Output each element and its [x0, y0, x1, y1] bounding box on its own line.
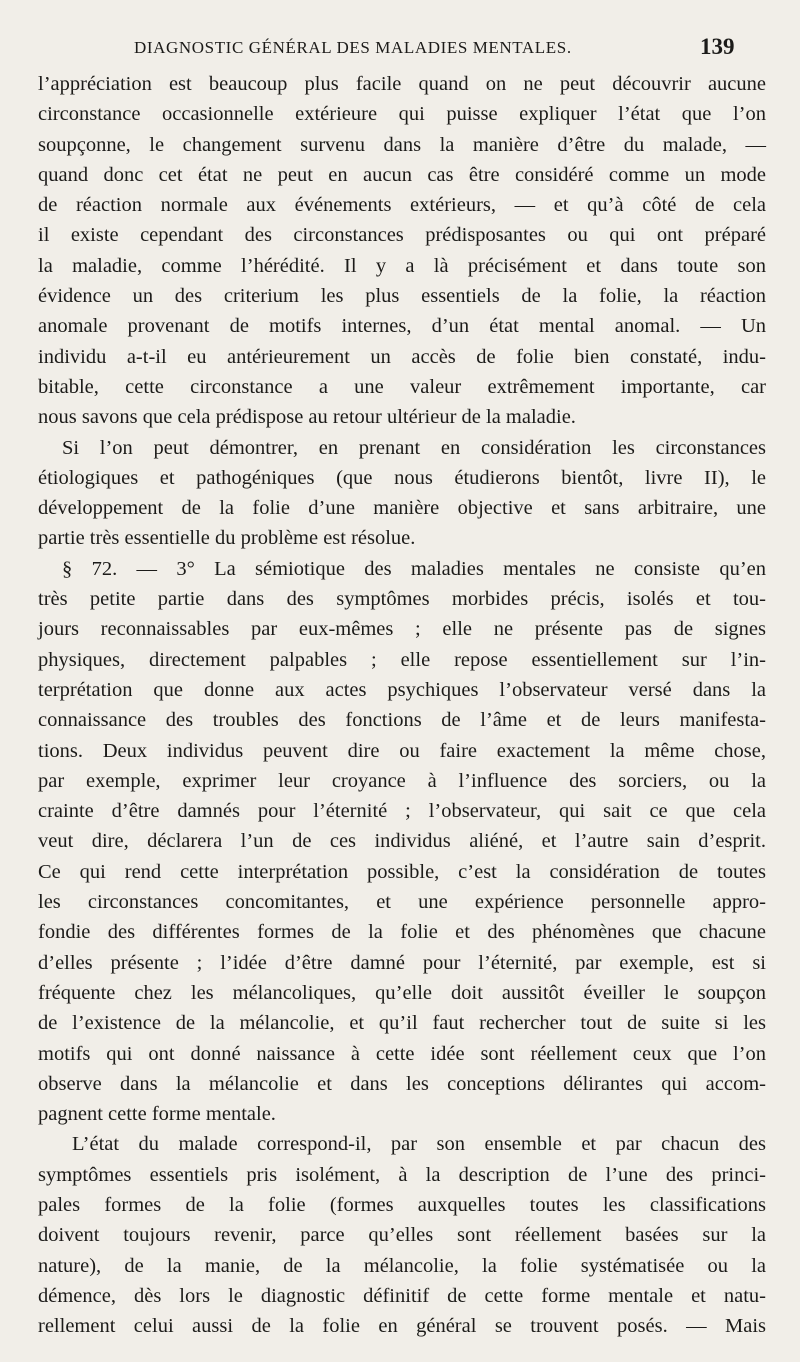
text-line: il existe cependant des circonstances prédisposantes ou qui ont préparé: [38, 224, 766, 247]
text-line: très petite partie dans des symptômes morbides précis, isolés et tou-: [38, 588, 766, 611]
text-line: rellement celui aussi de la folie en général se trouvent posés. — Mais: [38, 1315, 766, 1338]
running-head: [0, 34, 800, 64]
text-line: symptômes essentiels pris isolément, à la description de l’une des princi-: [38, 1163, 766, 1186]
text-line: Ce qui rend cette interprétation possible, c’est la considération de toutes: [38, 860, 766, 883]
text-line: fréquente chez les mélancoliques, qu’elle doit aussitôt éveiller le soupçon: [38, 981, 766, 1004]
text-line: pales formes de la folie (formes auxquelles toutes les classifications: [38, 1193, 766, 1216]
text-line: de réaction normale aux événements extérieurs, — et qu’à côté de cela: [38, 194, 766, 217]
section-heading-line: § 72. — 3° La sémiotique des maladies mentales ne consiste qu’en: [62, 557, 766, 580]
text-line: d’elles présente ; l’idée d’être damné pour l’éternité, par exemple, est si: [38, 951, 766, 974]
text-line: motifs qui ont donné naissance à cette idée sont réellement ceux que l’on: [38, 1042, 766, 1065]
text-line: soupçonne, le changement survenu dans la manière d’être du malade, —: [38, 133, 766, 156]
text-line: nature), de la manie, de la mélancolie, la folie systématisée ou la: [38, 1254, 766, 1277]
text-line: évidence un des criterium les plus essentiels de la folie, la réaction: [38, 285, 766, 308]
text-line: jours reconnaissables par eux-mêmes ; elle ne présente pas de signes: [38, 618, 766, 641]
text-line: de l’existence de la mélancolie, et qu’il faut rechercher tout de suite si les: [38, 1012, 766, 1035]
text-line: démence, dès lors le diagnostic définitif de cette forme mentale et natu-: [38, 1284, 766, 1307]
text-line: quand donc cet état ne peut en aucun cas être considéré comme un mode: [38, 163, 766, 186]
text-line: individu a-t-il eu antérieurement un accès de folie bien constaté, indu-: [38, 345, 766, 368]
text-line: connaissance des troubles des fonctions de l’âme et de leurs manifesta-: [38, 709, 766, 732]
text-line: nous savons que cela prédispose au retour ultérieur de la maladie.: [38, 406, 576, 429]
text-line: crainte d’être damnés pour l’éternité ; l’observateur, qui sait ce que cela: [38, 800, 766, 823]
text-line: partie très essentielle du problème est résolue.: [38, 527, 416, 550]
text-line: circonstance occasionnelle extérieure qui puisse expliquer l’état que l’on: [38, 103, 766, 126]
text-line: bitable, cette circonstance a une valeur extrêmement importante, car: [38, 375, 766, 398]
text-line: anomale provenant de motifs internes, d’un état mental anomal. — Un: [38, 315, 766, 338]
text-line: développement de la folie d’une manière objective et sans arbitraire, une: [38, 497, 766, 520]
text-line: doivent toujours revenir, parce qu’elles sont réellement basées sur la: [38, 1224, 766, 1247]
text-line: fondie des différentes formes de la folie et des phénomènes que chacune: [38, 921, 766, 944]
text-line: étiologiques et pathogéniques (que nous étudierons bientôt, livre II), le: [38, 466, 766, 489]
text-line: la maladie, comme l’hérédité. Il y a là précisément et dans toute son: [38, 254, 766, 277]
text-line: les circonstances concomitantes, et une expérience personnelle appro-: [38, 891, 766, 914]
paragraph-start-line: Si l’on peut démontrer, en prenant en considération les circonstances: [62, 436, 766, 459]
text-line: par exemple, exprimer leur croyance à l’influence des sorciers, ou la: [38, 769, 766, 792]
text-line: observe dans la mélancolie et dans les conceptions délirantes qui accom-: [38, 1072, 766, 1095]
body-text: [38, 69, 766, 1341]
text-line: tions. Deux individus peuvent dire ou faire exactement la même chose,: [38, 739, 766, 762]
page-number: 139: [700, 34, 735, 59]
text-line: terprétation que donne aux actes psychiques l’observateur versé dans la: [38, 678, 766, 701]
text-line: physiques, directement palpables ; elle repose essentiellement sur l’in-: [38, 648, 766, 671]
running-head-title: DIAGNOSTIC GÉNÉRAL DES MALADIES MENTALES.: [134, 38, 572, 57]
paragraph-start-line: L’état du malade correspond-il, par son ensemble et par chacun des: [72, 1133, 766, 1156]
text-line: pagnent cette forme mentale.: [38, 1103, 276, 1126]
text-line: l’appréciation est beaucoup plus facile quand on ne peut découvrir aucune: [38, 73, 766, 95]
text-line: veut dire, déclarera l’un de ces individus aliéné, et l’autre sain d’esprit.: [38, 830, 766, 853]
